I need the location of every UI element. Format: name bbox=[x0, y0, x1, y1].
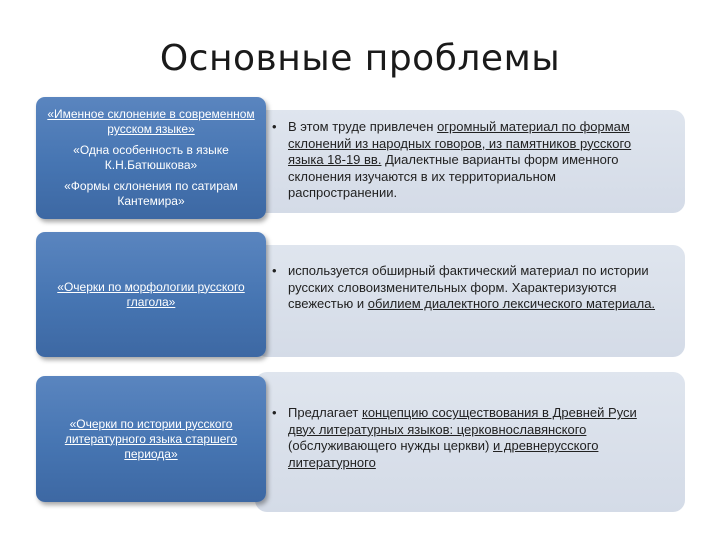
row-2-description bbox=[272, 263, 664, 313]
bullet-marker: • bbox=[272, 119, 277, 134]
row-3-description bbox=[272, 405, 664, 471]
row-1-works-box bbox=[36, 97, 266, 219]
description-text: используется обширный фактический материал по истории русских словоизменительных форм. Характеризуются свежестью и bbox=[288, 263, 649, 311]
work-title: «Очерки по морфологии русского глагола» bbox=[57, 279, 245, 309]
description-emphasis: и древнерусского литературного bbox=[288, 438, 599, 470]
row-2-works-box bbox=[36, 232, 266, 357]
row-1-description bbox=[272, 119, 664, 202]
description-text: (обслуживающего нужды церкви) bbox=[288, 438, 493, 453]
work-title: «Одна особенность в языке К.Н.Батюшкова» bbox=[73, 143, 229, 172]
description-emphasis: огромный материал по формам склонений из народных говоров, из памятников русского языка 18-19 вв. bbox=[288, 119, 632, 167]
bullet-marker: • bbox=[272, 405, 277, 420]
description-emphasis: концепцию сосуществования в Древней Руси двух литературных языков: церковнославянского bbox=[288, 405, 637, 437]
description-text: Предлагает bbox=[288, 405, 362, 420]
page-title: Основные проблемы bbox=[159, 38, 561, 79]
description-text: Диалектные варианты форм именного склонения изучаются в их территориальном распространении. bbox=[288, 152, 619, 200]
work-title: «Именное склонение в современном русском языке» bbox=[47, 107, 255, 136]
bullet-marker: • bbox=[272, 263, 277, 278]
description-text: В этом труде привлечен bbox=[288, 119, 438, 134]
description-emphasis: обилием диалектного лексического материала. bbox=[367, 296, 656, 311]
row-3-works-box bbox=[36, 376, 266, 502]
work-title: «Очерки по истории русского литературного языка старшего периода» bbox=[64, 416, 238, 461]
work-title: «Формы склонения по сатирам Кантемира» bbox=[64, 179, 238, 208]
